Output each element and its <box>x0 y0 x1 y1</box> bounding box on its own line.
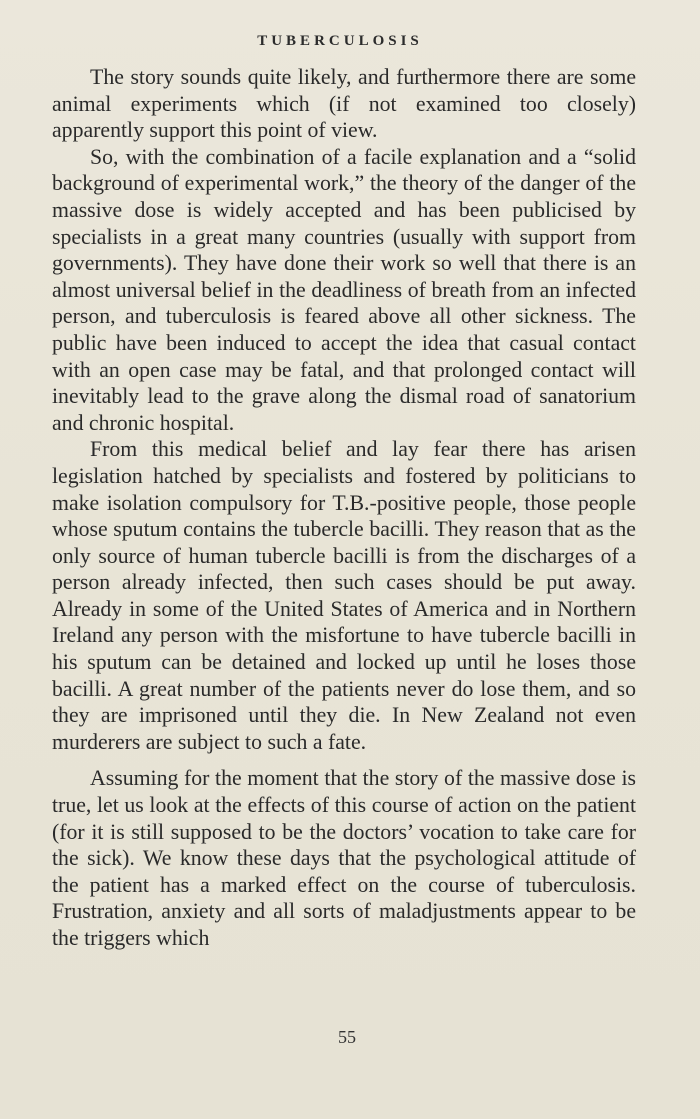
paragraph: Assuming for the moment that the story of the massive dose is true, let us look at the effects of this course of action on the patient (for it is still supposed to be the doctors’ vocation to take care for the sick). We know these days that the psychological attitude of the patient has a marked effect on the course of tuberculosis. Frustration, anxiety and all sorts of maladjustments appear to be the triggers which <box>52 766 636 950</box>
running-head: TUBERCULOSIS <box>257 33 423 49</box>
body-text <box>52 64 636 952</box>
paragraph: So, with the combination of a facile explanation and a “solid background of experimental work,” the theory of the danger of the massive dose is widely accepted and has been publicised by specialists in a great many countries (usually with support from governments). They have done their work so well that there is an almost universal belief in the deadliness of breath from an infected person, and tuberculosis is feared above all other sickness. The public have been induced to accept the idea that casual contact with an open case may be fatal, and that prolonged contact will inevitably lead to the grave along the dismal road of sanatorium and chronic hospital. <box>52 144 636 435</box>
page-number: 55 <box>338 1027 356 1047</box>
paragraph: The story sounds quite likely, and furthermore there are some animal experiments which (if not examined too closely) apparently support this point of view. <box>52 65 636 143</box>
paragraph: From this medical belief and lay fear there has arisen legislation hatched by specialists and fostered by politicians to make isolation compulsory for T.B.-positive people, those people whose sputum contains the tubercle bacilli. They reason that as the only source of human tubercle bacilli is from the discharges of a person already infected, then such cases should be put away. Already in some of the United States of America and in Northern Ireland any person with the misfortune to have tubercle bacilli in his sputum can be detained and locked up until he loses those bacilli. A great number of the patients never do lose them, and so they are imprisoned until they die. In New Zealand not even murderers are subject to such a fate. <box>52 437 636 754</box>
